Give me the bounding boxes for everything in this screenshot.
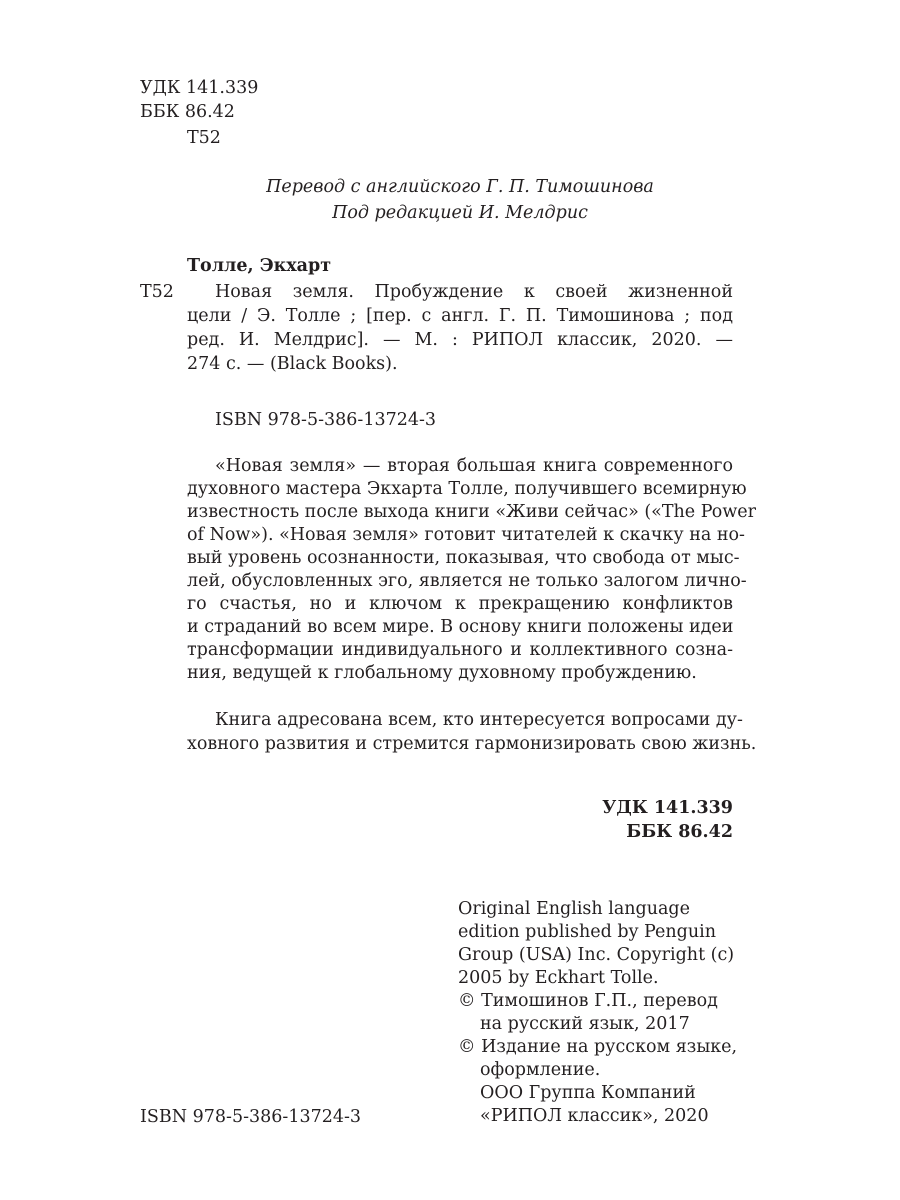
- annotation-line: «Новая земля» — вторая большая книга современного: [215, 456, 733, 476]
- annotation-line: известность после выхода книги «Живи сейчас» («The Power: [187, 502, 757, 522]
- record-author: Толле, Экхарт: [187, 256, 332, 276]
- annotation-line: и страданий во всем мире. В основу книги положены идеи: [187, 617, 734, 637]
- record-line: ред. И. Мелдрис]. — М. : РИПОЛ классик, 2020. —: [187, 330, 733, 350]
- footer-isbn: ISBN 978-5-386-13724-3: [140, 1107, 362, 1127]
- copyright-line: оформление.: [480, 1060, 601, 1080]
- record-isbn: ISBN 978-5-386-13724-3: [215, 410, 437, 430]
- annotation-line: of Now»). «Новая земля» готовит читателей к скачку на но-: [187, 525, 745, 545]
- audience-line: ховного развития и стремится гармонизировать свою жизнь.: [187, 734, 757, 754]
- copyright-line: edition published by Penguin: [458, 922, 717, 942]
- annotation-line: го счастья, но и ключом к прекращению конфликтов: [187, 594, 733, 614]
- record-line: цели / Э. Толле ; [пер. с англ. Г. П. Тимошинова ; под: [187, 306, 733, 326]
- copyright-line: ООО Группа Компаний: [480, 1083, 696, 1103]
- copyright-line: Original English language: [458, 899, 690, 919]
- annotation-line: лей, обусловленных эго, является не только залогом лично-: [187, 571, 747, 591]
- annotation-line: духовного мастера Экхарта Толле, получившего всемирную: [187, 479, 747, 499]
- annotation-line: ния, ведущей к глобальному духовному пробуждению.: [187, 663, 697, 683]
- bbk-code: ББК 86.42: [140, 102, 235, 122]
- audience-line: Книга адресована всем, кто интересуется вопросами ду-: [215, 710, 743, 730]
- annotation-line: трансформации индивидуального и коллективного созна-: [187, 640, 733, 660]
- author-mark: Т52: [187, 128, 221, 148]
- classification-udk: УДК 141.339: [602, 798, 733, 818]
- copyright-line: 2005 by Eckhart Tolle.: [458, 968, 659, 988]
- editor-credit: Под редакцией И. Мелдрис: [332, 203, 588, 223]
- record-line: Новая земля. Пробуждение к своей жизненной: [215, 282, 733, 302]
- annotation-line: вый уровень осознанности, показывая, что свобода от мыс-: [187, 548, 740, 568]
- copyright-line: © Тимошинов Г.П., перевод: [458, 991, 718, 1011]
- classification-bbk: ББК 86.42: [626, 822, 733, 842]
- copyright-line: на русский язык, 2017: [480, 1014, 690, 1034]
- copyright-line: Group (USA) Inc. Copyright (c): [458, 945, 735, 965]
- copyright-line: «РИПОЛ классик», 2020: [480, 1106, 709, 1126]
- copyright-line: © Издание на русском языке,: [458, 1037, 738, 1057]
- translation-credit: Перевод с английского Г. П. Тимошинова: [266, 177, 654, 197]
- record-line: 274 с. — (Black Books).: [187, 354, 398, 374]
- record-mark: Т52: [140, 282, 174, 302]
- udk-code: УДК 141.339: [140, 78, 259, 98]
